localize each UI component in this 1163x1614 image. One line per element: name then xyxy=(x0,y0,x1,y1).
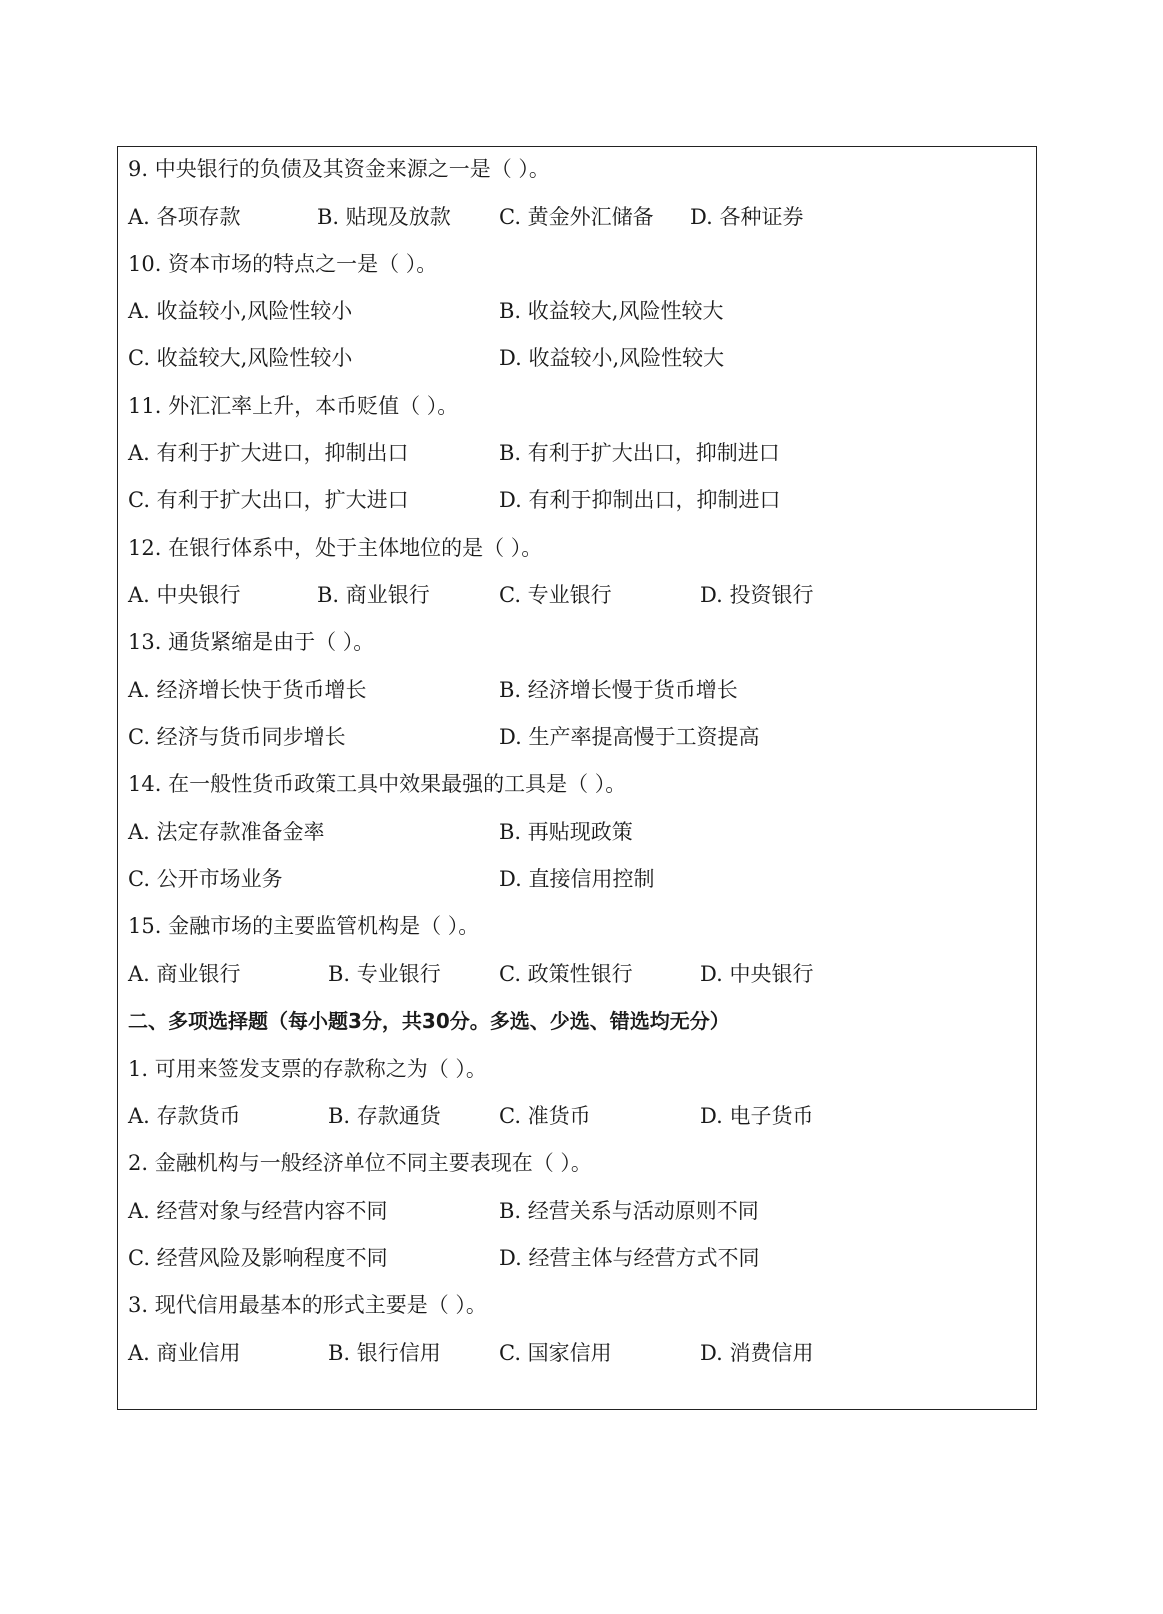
option-a: A. 收益较小,风险性较小 xyxy=(128,299,353,323)
option-b: B. 再贴现政策 xyxy=(499,820,633,844)
option-c: C. 收益较大,风险性较小 xyxy=(128,346,353,370)
exam-page-frame xyxy=(117,146,1037,1410)
option-b: B. 收益较大,风险性较大 xyxy=(499,299,724,323)
option-c: C. 经营风险及影响程度不同 xyxy=(128,1246,388,1270)
option-d: D. 经营主体与经营方式不同 xyxy=(499,1246,760,1270)
option-b: B. 经济增长慢于货币增长 xyxy=(499,678,738,702)
section-title: 二、多项选择题（每小题3分，共30分。多选、少选、错选均无分） xyxy=(128,1009,730,1033)
question-stem: 14. 在一般性货币政策工具中效果最强的工具是（ ）。 xyxy=(128,772,627,796)
option-b: B. 银行信用 xyxy=(328,1341,441,1365)
option-a: A. 商业信用 xyxy=(128,1341,241,1365)
option-c: C. 专业银行 xyxy=(499,583,612,607)
option-b: B. 专业银行 xyxy=(328,962,441,986)
option-b: B. 存款通货 xyxy=(328,1104,441,1128)
option-a: A. 存款货币 xyxy=(128,1104,241,1128)
question-stem: 12. 在银行体系中，处于主体地位的是（ ）。 xyxy=(128,536,543,560)
question-stem: 15. 金融市场的主要监管机构是（ ）。 xyxy=(128,914,480,938)
option-d: D. 生产率提高慢于工资提高 xyxy=(499,725,760,749)
option-a: A. 法定存款准备金率 xyxy=(128,820,325,844)
option-c: C. 准货币 xyxy=(499,1104,591,1128)
option-b: B. 经营关系与活动原则不同 xyxy=(499,1199,759,1223)
option-d: D. 直接信用控制 xyxy=(499,867,655,891)
question-stem: 10. 资本市场的特点之一是（ ）。 xyxy=(128,252,438,276)
option-d: D. 电子货币 xyxy=(700,1104,814,1128)
option-c: C. 经济与货币同步增长 xyxy=(128,725,346,749)
option-a: A. 经济增长快于货币增长 xyxy=(128,678,367,702)
option-a: A. 各项存款 xyxy=(128,205,241,229)
option-d: D. 投资银行 xyxy=(700,583,814,607)
option-a: A. 商业银行 xyxy=(128,962,241,986)
option-d: D. 消费信用 xyxy=(700,1341,814,1365)
option-c: C. 有利于扩大出口，扩大进口 xyxy=(128,488,409,512)
question-stem: 13. 通货紧缩是由于（ ）。 xyxy=(128,630,375,654)
option-c: C. 公开市场业务 xyxy=(128,867,283,891)
option-c: C. 黄金外汇储备 xyxy=(499,205,654,229)
question-stem: 9. 中央银行的负债及其资金来源之一是（ ）。 xyxy=(128,157,550,181)
option-a: A. 中央银行 xyxy=(128,583,241,607)
option-a: A. 经营对象与经营内容不同 xyxy=(128,1199,388,1223)
option-b: B. 贴现及放款 xyxy=(317,205,451,229)
option-b: B. 商业银行 xyxy=(317,583,430,607)
option-d: D. 有利于抑制出口，抑制进口 xyxy=(499,488,781,512)
option-d: D. 中央银行 xyxy=(700,962,814,986)
option-b: B. 有利于扩大出口，抑制进口 xyxy=(499,441,780,465)
option-d: D. 收益较小,风险性较大 xyxy=(499,346,725,370)
question-stem: 3. 现代信用最基本的形式主要是（ ）。 xyxy=(128,1293,487,1317)
option-d: D. 各种证券 xyxy=(690,205,804,229)
option-c: C. 国家信用 xyxy=(499,1341,612,1365)
option-a: A. 有利于扩大进口，抑制出口 xyxy=(128,441,409,465)
question-stem: 11. 外汇汇率上升，本币贬值（ ）。 xyxy=(128,394,459,418)
option-c: C. 政策性银行 xyxy=(499,962,633,986)
question-stem: 1. 可用来签发支票的存款称之为（ ）。 xyxy=(128,1057,487,1081)
question-stem: 2. 金融机构与一般经济单位不同主要表现在（ ）。 xyxy=(128,1151,592,1175)
